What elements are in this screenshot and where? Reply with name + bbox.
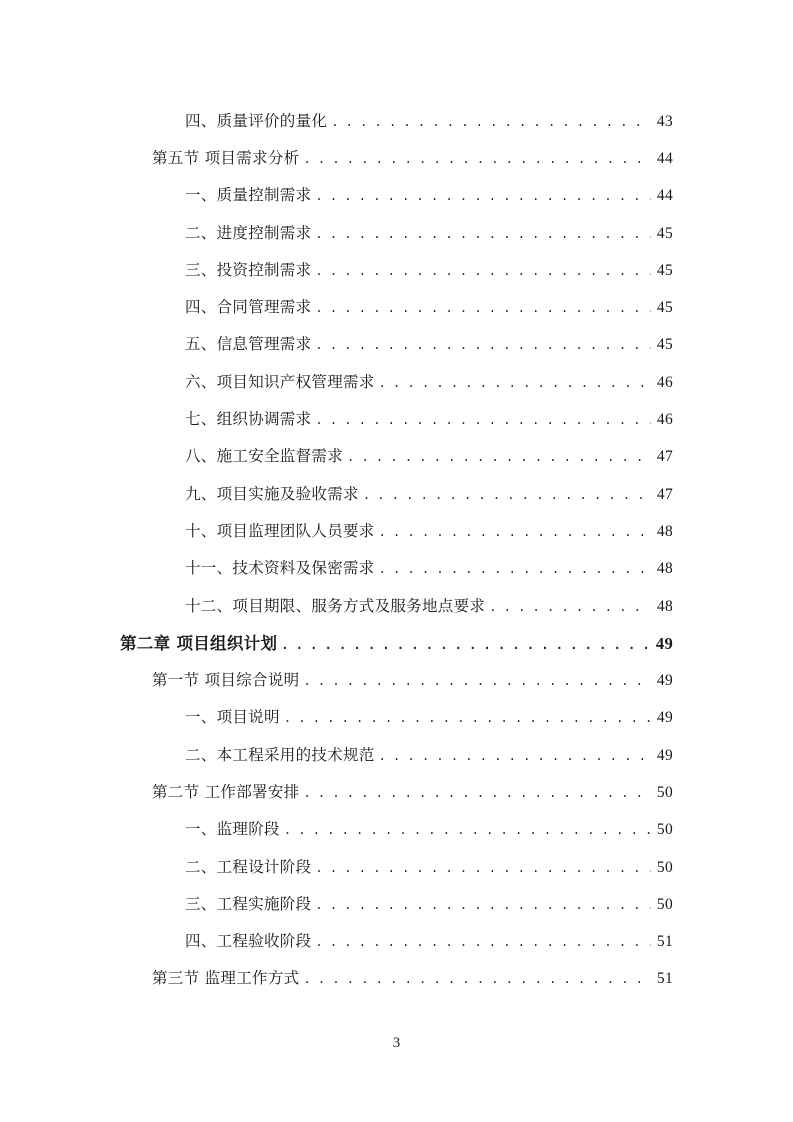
toc-subsection-entry[interactable] <box>0 922 793 959</box>
toc-entry-page-number: 50 <box>656 783 673 801</box>
toc-subsection-entry[interactable] <box>0 250 793 287</box>
toc-entry-page-number: 45 <box>656 261 673 279</box>
toc-entry-line <box>185 221 673 243</box>
toc-chapter-entry[interactable] <box>0 623 793 660</box>
toc-subsection-entry[interactable] <box>0 810 793 847</box>
toc-entry-line <box>185 109 673 131</box>
toc-entry-page-number: 46 <box>656 411 673 429</box>
toc-subsection-entry[interactable] <box>0 176 793 213</box>
toc-entry-title: 十二、项目期限、服务方式及服务地点要求 <box>185 596 486 615</box>
toc-entry-line <box>185 705 673 727</box>
toc-dot-leader <box>303 786 651 800</box>
toc-entry-page-number: 44 <box>656 149 673 167</box>
toc-subsection-entry[interactable] <box>0 735 793 772</box>
toc-entry-title: 二、工程设计阶段 <box>185 857 312 876</box>
toc-entry-page-number: 47 <box>656 448 673 466</box>
toc-section-entry[interactable] <box>0 959 793 996</box>
toc-entry-line <box>152 780 673 802</box>
toc-entry-page-number: 49 <box>655 633 673 653</box>
toc-dot-leader <box>315 227 651 241</box>
toc-entry-page-number: 47 <box>656 485 673 503</box>
toc-entry-line <box>185 332 673 354</box>
toc-entry-title: 第一节 项目综合说明 <box>152 671 300 690</box>
toc-entry-page-number: 50 <box>656 895 673 913</box>
toc-entry-line <box>185 295 673 317</box>
toc-dot-leader <box>379 525 651 539</box>
toc-entry-page-number: 48 <box>656 560 673 578</box>
toc-subsection-entry[interactable] <box>0 101 793 138</box>
toc-entry-title: 六、项目知识产权管理需求 <box>185 372 375 391</box>
toc-entry-line <box>152 668 673 690</box>
toc-entry-line <box>185 407 673 429</box>
toc-entry-page-number: 45 <box>656 336 673 354</box>
toc-subsection-entry[interactable] <box>0 884 793 921</box>
toc-entry-title: 三、投资控制需求 <box>185 260 312 279</box>
toc-subsection-entry[interactable] <box>0 511 793 548</box>
toc-entry-title: 一、质量控制需求 <box>185 186 312 205</box>
toc-entry-page-number: 43 <box>656 112 673 130</box>
toc-entry-page-number: 51 <box>656 933 673 951</box>
toc-dot-leader <box>315 413 651 427</box>
toc-dot-leader <box>315 338 651 352</box>
toc-entry-page-number: 49 <box>656 746 673 764</box>
toc-dot-leader <box>363 488 651 502</box>
toc-entry-title: 二、进度控制需求 <box>185 223 312 242</box>
page-number: 3 <box>392 1035 401 1051</box>
table-of-contents <box>0 101 793 996</box>
toc-dot-leader <box>303 972 651 986</box>
toc-entry-page-number: 48 <box>656 597 673 615</box>
toc-subsection-entry[interactable] <box>0 474 793 511</box>
toc-entry-title: 第三节 监理工作方式 <box>152 969 300 988</box>
toc-entry-line <box>185 556 673 578</box>
toc-dot-leader <box>315 301 651 315</box>
toc-entry-line <box>185 444 673 466</box>
toc-entry-title: 十一、技术资料及保密需求 <box>185 559 375 578</box>
toc-subsection-entry[interactable] <box>0 847 793 884</box>
toc-entry-page-number: 45 <box>656 299 673 317</box>
toc-entry-title: 二、本工程采用的技术规范 <box>185 745 375 764</box>
toc-entry-page-number: 48 <box>656 522 673 540</box>
toc-entry-title: 九、项目实施及验收需求 <box>185 484 359 503</box>
toc-entry-title: 十、项目监理团队人员要求 <box>185 521 375 540</box>
toc-subsection-entry[interactable] <box>0 362 793 399</box>
toc-entry-line <box>185 929 673 951</box>
toc-dot-leader <box>303 674 651 688</box>
toc-entry-line <box>185 817 673 839</box>
toc-dot-leader <box>315 861 651 875</box>
toc-entry-line <box>185 892 673 914</box>
toc-entry-title: 一、项目说明 <box>185 708 280 727</box>
toc-dot-leader <box>315 935 651 949</box>
toc-entry-title: 五、信息管理需求 <box>185 335 312 354</box>
toc-entry-page-number: 50 <box>656 821 673 839</box>
toc-subsection-entry[interactable] <box>0 325 793 362</box>
toc-subsection-entry[interactable] <box>0 698 793 735</box>
toc-dot-leader <box>281 638 651 652</box>
toc-entry-page-number: 49 <box>656 672 673 690</box>
toc-entry-page-number: 50 <box>656 858 673 876</box>
toc-subsection-entry[interactable] <box>0 549 793 586</box>
toc-dot-leader <box>379 749 651 763</box>
toc-entry-line <box>185 519 673 541</box>
toc-dot-leader <box>379 562 651 576</box>
toc-entry-title: 第二节 工作部署安排 <box>152 782 300 801</box>
toc-entry-title: 第五节 项目需求分析 <box>152 148 300 167</box>
toc-section-entry[interactable] <box>0 660 793 697</box>
toc-entry-page-number: 49 <box>656 709 673 727</box>
toc-dot-leader <box>315 898 651 912</box>
toc-entry-page-number: 51 <box>656 970 673 988</box>
toc-entry-line <box>152 966 673 988</box>
toc-dot-leader <box>315 264 651 278</box>
toc-entry-title: 三、工程实施阶段 <box>185 894 312 913</box>
toc-dot-leader <box>347 450 651 464</box>
toc-dot-leader <box>379 376 651 390</box>
toc-entry-line <box>185 743 673 765</box>
toc-entry-title: 四、质量评价的量化 <box>185 111 328 130</box>
toc-entry-page-number: 46 <box>656 373 673 391</box>
toc-entry-line <box>120 630 673 654</box>
toc-entry-title: 第二章 项目组织计划 <box>120 633 278 653</box>
toc-entry-page-number: 44 <box>656 187 673 205</box>
toc-subsection-entry[interactable] <box>0 399 793 436</box>
toc-entry-line <box>185 258 673 280</box>
toc-dot-leader <box>489 600 651 614</box>
toc-subsection-entry[interactable] <box>0 586 793 623</box>
toc-dot-leader <box>284 823 651 837</box>
toc-dot-leader <box>331 115 651 129</box>
toc-entry-line <box>185 482 673 504</box>
toc-subsection-entry[interactable] <box>0 437 793 474</box>
toc-entry-line <box>185 855 673 877</box>
toc-entry-title: 四、合同管理需求 <box>185 298 312 317</box>
toc-dot-leader <box>284 711 651 725</box>
toc-entry-title: 八、施工安全监督需求 <box>185 447 344 466</box>
toc-entry-line <box>185 183 673 205</box>
toc-section-entry[interactable] <box>0 138 793 175</box>
toc-entry-line <box>152 146 673 168</box>
toc-subsection-entry[interactable] <box>0 287 793 324</box>
toc-dot-leader <box>315 189 651 203</box>
toc-section-entry[interactable] <box>0 772 793 809</box>
toc-entry-title: 一、监理阶段 <box>185 820 280 839</box>
toc-entry-title: 七、组织协调需求 <box>185 410 312 429</box>
toc-entry-page-number: 45 <box>656 224 673 242</box>
toc-entry-line <box>185 594 673 616</box>
toc-entry-title: 四、工程验收阶段 <box>185 932 312 951</box>
toc-subsection-entry[interactable] <box>0 213 793 250</box>
toc-dot-leader <box>303 152 651 166</box>
toc-entry-line <box>185 370 673 392</box>
